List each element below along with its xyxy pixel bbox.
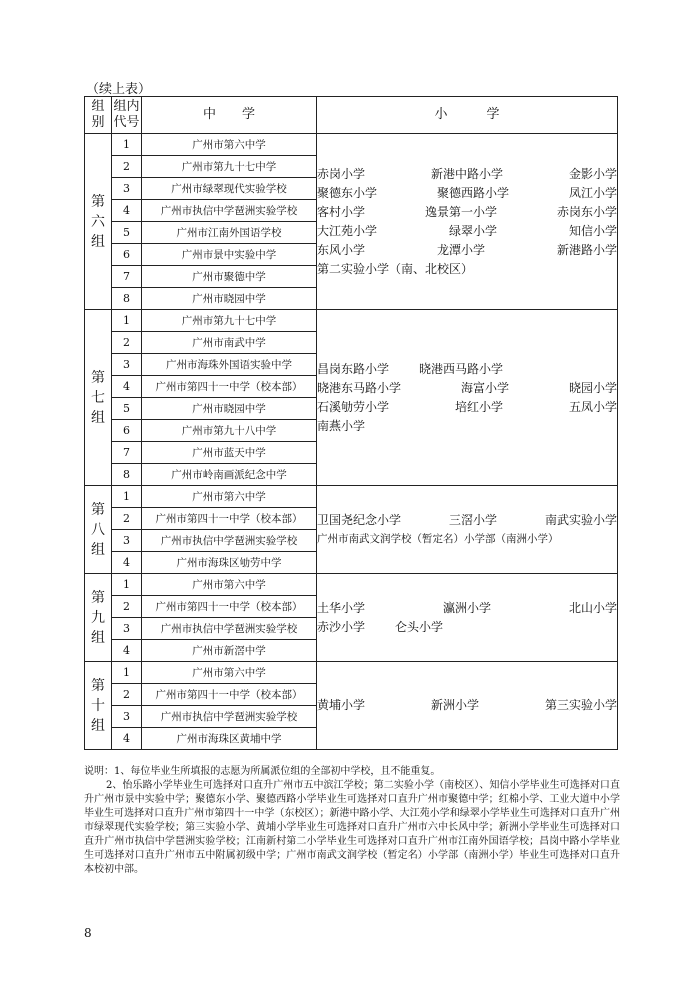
primary-school-name: 客村小学 [317, 204, 366, 219]
middle-school-name: 广州市执信中学琶洲实验学校 [142, 530, 317, 552]
primary-school-name: 三滘小学 [448, 512, 497, 527]
primary-school-name: 新港路小学 [556, 242, 617, 257]
school-code: 3 [112, 354, 142, 376]
middle-school-name: 广州市第六中学 [142, 574, 317, 596]
group-name: 第 八 组 [85, 486, 112, 574]
primary-school-name: 晓园小学 [568, 380, 617, 395]
middle-school-name: 广州市海珠外国语实验中学 [142, 354, 317, 376]
middle-school-name: 广州市第四十一中学（校本部） [142, 508, 317, 530]
primary-school-name: 聚德东小学 [317, 185, 378, 200]
table-row [85, 310, 618, 332]
school-code: 1 [112, 310, 142, 332]
primary-school-list [317, 662, 618, 750]
school-code: 4 [112, 552, 142, 574]
school-code: 3 [112, 618, 142, 640]
primary-school-list [317, 574, 618, 662]
primary-row [317, 530, 617, 549]
school-code: 4 [112, 728, 142, 750]
school-code: 3 [112, 530, 142, 552]
primary-row [317, 511, 617, 530]
middle-school-name: 广州市第四十一中学（校本部） [142, 684, 317, 706]
middle-school-name: 广州市蓝天中学 [142, 442, 317, 464]
school-code: 1 [112, 486, 142, 508]
group-name: 第 六 组 [85, 134, 112, 310]
primary-school-name: 东风小学 [317, 242, 366, 257]
header-row [85, 97, 618, 134]
school-group-table [84, 96, 618, 750]
primary-school-name: 龙潭小学 [436, 242, 485, 257]
middle-school-name: 广州市第六中学 [142, 486, 317, 508]
middle-school-name: 广州市新滘中学 [142, 640, 317, 662]
primary-row [317, 398, 617, 417]
primary-row [317, 165, 617, 184]
primary-school-name: 新港中路小学 [430, 166, 503, 181]
middle-school-name: 广州市第九十七中学 [142, 310, 317, 332]
school-code: 4 [112, 640, 142, 662]
table-row [85, 486, 618, 508]
school-code: 2 [112, 596, 142, 618]
primary-school-name: 第二实验小学（南、北校区） [317, 261, 474, 276]
middle-school-name: 广州市岭南画派纪念中学 [142, 464, 317, 486]
school-code: 7 [112, 442, 142, 464]
primary-row [317, 696, 617, 715]
group-name: 第 十 组 [85, 662, 112, 750]
middle-school-name: 广州市执信中学琶洲实验学校 [142, 200, 317, 222]
primary-school-name: 聚德西路小学 [436, 185, 509, 200]
middle-school-name: 广州市晓园中学 [142, 288, 317, 310]
school-code: 5 [112, 398, 142, 420]
school-code: 8 [112, 288, 142, 310]
table-row [85, 662, 618, 684]
group-name: 第 九 组 [85, 574, 112, 662]
primary-row [317, 222, 617, 241]
school-code: 1 [112, 662, 142, 684]
primary-school-name: 晓港西马路小学 [419, 361, 504, 376]
primary-school-name: 凤江小学 [568, 185, 617, 200]
primary-school-name: 绿翠小学 [448, 223, 497, 238]
primary-row [317, 618, 617, 637]
primary-school-name: 黄埔小学 [317, 698, 366, 712]
middle-school-name: 广州市第九十七中学 [142, 156, 317, 178]
primary-school-name: 培红小学 [454, 399, 503, 414]
primary-school-name: 北山小学 [568, 600, 617, 615]
school-code: 4 [112, 376, 142, 398]
primary-school-name: 新洲小学 [430, 698, 479, 712]
school-code: 2 [112, 332, 142, 354]
middle-school-name: 广州市执信中学琶洲实验学校 [142, 706, 317, 728]
middle-school-name: 广州市海珠区劬劳中学 [142, 552, 317, 574]
primary-school-name: 逸景第一小学 [424, 204, 497, 219]
school-code: 6 [112, 244, 142, 266]
note-1: 说明：1、每位毕业生所填报的志愿为所属派位组的全部初中学校，且不能重复。 [84, 766, 441, 777]
primary-school-list [317, 486, 618, 574]
school-code: 8 [112, 464, 142, 486]
primary-school-name: 大江苑小学 [317, 223, 378, 238]
school-code: 3 [112, 178, 142, 200]
school-code: 2 [112, 156, 142, 178]
primary-school-name: 五凤小学 [568, 399, 617, 414]
school-code: 3 [112, 706, 142, 728]
school-code: 1 [112, 574, 142, 596]
group-name: 第 七 组 [85, 310, 112, 486]
school-code: 2 [112, 508, 142, 530]
primary-school-name: 南燕小学 [317, 418, 366, 433]
school-code: 1 [112, 134, 142, 156]
school-code: 4 [112, 200, 142, 222]
middle-school-header: 中 学 [142, 97, 317, 134]
primary-school-name: 金影小学 [568, 166, 617, 181]
middle-school-name: 广州市第九十八中学 [142, 420, 317, 442]
middle-school-name: 广州市南武中学 [142, 332, 317, 354]
page-number: 8 [84, 926, 92, 940]
primary-school-name: 第三实验小学 [544, 698, 617, 712]
primary-row [317, 241, 617, 260]
code-header: 组内 代号 [112, 97, 142, 134]
primary-school-name: 广州市南武文润学校（暂定名）小学部（南洲小学） [317, 532, 559, 545]
middle-school-name: 广州市晓园中学 [142, 398, 317, 420]
primary-row [317, 379, 617, 398]
primary-school-name: 赤沙小学 [317, 619, 366, 634]
continued-label: （续上表） [86, 82, 152, 97]
middle-school-name: 广州市第六中学 [142, 134, 317, 156]
middle-school-name: 广州市江南外国语学校 [142, 222, 317, 244]
primary-school-list [317, 310, 618, 486]
notes [84, 765, 620, 877]
primary-school-name: 土华小学 [317, 600, 366, 615]
group-header: 组 别 [85, 97, 112, 134]
primary-school-name: 卫国尧纪念小学 [317, 512, 402, 527]
table-row [85, 574, 618, 596]
primary-row [317, 417, 617, 436]
middle-school-name: 广州市第四十一中学（校本部） [142, 596, 317, 618]
primary-school-list [317, 134, 618, 310]
middle-school-name: 广州市海珠区黄埔中学 [142, 728, 317, 750]
primary-school-name: 南武实验小学 [544, 512, 617, 527]
school-code: 6 [112, 420, 142, 442]
note-2: 2、怡乐路小学毕业生可选择对口直升广州市五中滨江学校；第二实验小学（南校区）、知信小学毕业生可选择对口直升广州市景中实验中学；聚德东小学、聚德西路小学毕业生可选择对口直升广州市聚德中学；红棉小学、工业大道中小学毕业生可选择对口直升广州市第四十一中学（东校区）；新港中路小学、大江苑小学和绿翠小学毕业生可选择对口直升广州市绿翠现代实验学校；第三实验小学、黄埔小学毕业生可选择对口直升广州市六中长风中学；新洲小学毕业生可选择对口直升广州市执信中学琶洲实验学校；江南新村第二小学毕业生可选择对口直升广州市江南外国语学校；昌岗中路小学毕业生可选择对口直升广州市五中附属初级中学；广州市南武文润学校（暂定名）小学部（南洲小学）毕业生可选择对口直升本校初中部。 [84, 780, 620, 875]
primary-row [317, 599, 617, 618]
primary-school-name: 仑头小学 [395, 619, 444, 634]
primary-row [317, 360, 617, 379]
primary-row [317, 184, 617, 203]
school-code: 2 [112, 684, 142, 706]
middle-school-name: 广州市执信中学琶洲实验学校 [142, 618, 317, 640]
primary-school-name: 赤岗小学 [317, 166, 366, 181]
middle-school-name: 广州市聚德中学 [142, 266, 317, 288]
middle-school-name: 广州市第六中学 [142, 662, 317, 684]
primary-school-name: 海富小学 [460, 380, 509, 395]
primary-school-name: 瀛洲小学 [442, 600, 491, 615]
middle-school-name: 广州市第四十一中学（校本部） [142, 376, 317, 398]
school-code: 5 [112, 222, 142, 244]
primary-row [317, 260, 617, 279]
primary-school-name: 石溪劬劳小学 [317, 399, 390, 414]
primary-school-name: 昌岗东路小学 [317, 361, 390, 376]
middle-school-name: 广州市景中实验中学 [142, 244, 317, 266]
primary-school-name: 知信小学 [568, 223, 617, 238]
primary-row [317, 203, 617, 222]
school-code: 7 [112, 266, 142, 288]
primary-school-name: 晓港东马路小学 [317, 380, 402, 395]
primary-school-header: 小 学 [317, 97, 618, 134]
table-row [85, 134, 618, 156]
primary-school-name: 赤岗东小学 [556, 204, 617, 219]
middle-school-name: 广州市绿翠现代实验学校 [142, 178, 317, 200]
